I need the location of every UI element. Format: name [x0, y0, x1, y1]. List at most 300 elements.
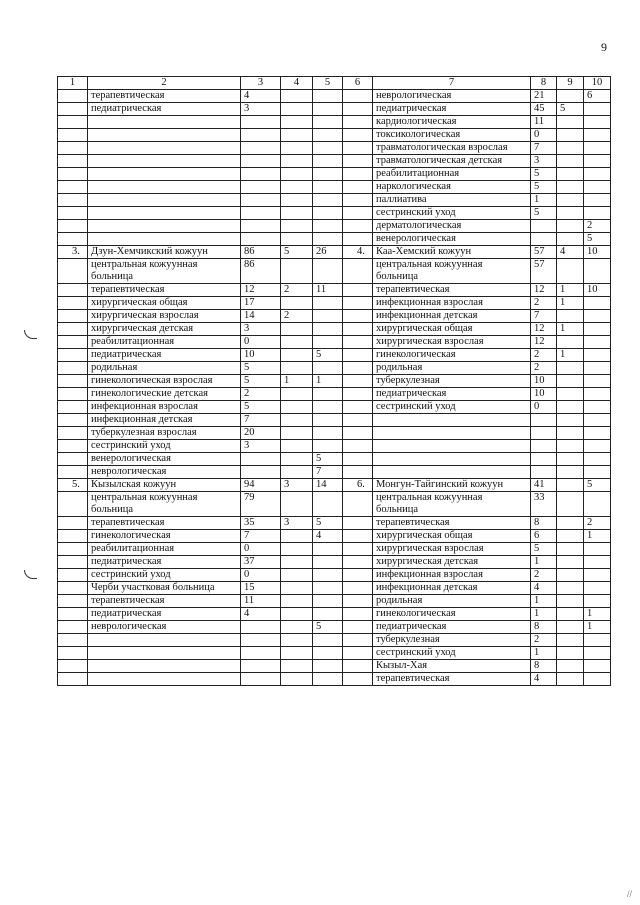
- cell-col-4: 1: [281, 375, 313, 388]
- cell-col-name-2: педиатрическая: [373, 388, 531, 401]
- cell-col-name: педиатрическая: [88, 556, 241, 569]
- cell-col-beds: [241, 207, 281, 220]
- cell-col-name: Черби участковая больница: [88, 582, 241, 595]
- cell-col-9: [557, 453, 584, 466]
- cell-col-number: [58, 297, 88, 310]
- cell-col-name-2: инфекционная детская: [373, 582, 531, 595]
- cell-col-beds-2: 8: [531, 660, 557, 673]
- cell-col-10: [584, 194, 611, 207]
- cell-col-name-2: травматологическая детская: [373, 155, 531, 168]
- cell-col-9: [557, 90, 584, 103]
- cell-col-number-2: [343, 168, 373, 181]
- cell-col-10: [584, 401, 611, 414]
- cell-col-number-2: [343, 362, 373, 375]
- cell-col-number-2: [343, 634, 373, 647]
- cell-col-name: 2: [88, 77, 241, 90]
- cell-col-name-2: Кызыл-Хая: [373, 660, 531, 673]
- cell-col-name-2: сестринский уход: [373, 647, 531, 660]
- cell-col-5: [313, 142, 343, 155]
- cell-col-name: терапевтическая: [88, 90, 241, 103]
- cell-col-10: [584, 673, 611, 686]
- table-row: [58, 401, 611, 414]
- table-row: [58, 647, 611, 660]
- cell-col-10: [584, 543, 611, 556]
- cell-col-beds: [241, 453, 281, 466]
- cell-col-10: [584, 129, 611, 142]
- cell-col-number: 1: [58, 77, 88, 90]
- cell-col-number: [58, 90, 88, 103]
- cell-col-beds-2: [531, 233, 557, 246]
- cell-col-number-2: [343, 284, 373, 297]
- cell-col-name-2: инфекционная взрослая: [373, 297, 531, 310]
- cell-col-number: [58, 362, 88, 375]
- cell-col-5: [313, 388, 343, 401]
- cell-col-beds-2: 1: [531, 647, 557, 660]
- table-row: [58, 595, 611, 608]
- cell-col-name: гинекологические детская: [88, 388, 241, 401]
- cell-col-5: [313, 569, 343, 582]
- cell-col-5: 5: [313, 453, 343, 466]
- cell-col-beds-2: 10: [531, 388, 557, 401]
- cell-col-name-2: хирургическая взрослая: [373, 543, 531, 556]
- cell-col-number: [58, 453, 88, 466]
- page-number: 9: [601, 40, 607, 54]
- cell-col-number: [58, 323, 88, 336]
- cell-col-9: [557, 608, 584, 621]
- cell-col-beds-2: 2: [531, 569, 557, 582]
- cell-col-number: [58, 116, 88, 129]
- cell-col-name: терапевтическая: [88, 284, 241, 297]
- cell-col-10: [584, 336, 611, 349]
- cell-col-5: [313, 181, 343, 194]
- cell-col-5: [313, 660, 343, 673]
- cell-col-beds: 15: [241, 582, 281, 595]
- cell-col-name: сестринский уход: [88, 569, 241, 582]
- cell-col-number-2: [343, 181, 373, 194]
- cell-col-number-2: [343, 129, 373, 142]
- cell-col-name-2: [373, 466, 531, 479]
- cell-col-9: [557, 647, 584, 660]
- cell-col-name: неврологическая: [88, 621, 241, 634]
- cell-col-name: [88, 168, 241, 181]
- cell-col-name-2: неврологическая: [373, 90, 531, 103]
- cell-col-number-2: [343, 595, 373, 608]
- cell-col-4: [281, 582, 313, 595]
- cell-col-5: [313, 647, 343, 660]
- cell-col-number: [58, 207, 88, 220]
- cell-col-number: [58, 414, 88, 427]
- cell-col-name: хирургическая общая: [88, 297, 241, 310]
- cell-col-name-2: реабилитационная: [373, 168, 531, 181]
- cell-col-9: [557, 660, 584, 673]
- cell-col-beds-2: 57: [531, 259, 557, 284]
- cell-col-5: [313, 440, 343, 453]
- table-row: [58, 362, 611, 375]
- cell-col-9: [557, 194, 584, 207]
- cell-col-number-2: [343, 608, 373, 621]
- cell-col-9: [557, 634, 584, 647]
- table-row: [58, 414, 611, 427]
- cell-col-9: [557, 466, 584, 479]
- cell-col-4: [281, 129, 313, 142]
- cell-col-9: [557, 595, 584, 608]
- cell-col-4: [281, 233, 313, 246]
- cell-col-number: [58, 336, 88, 349]
- cell-col-beds: 3: [241, 103, 281, 116]
- cell-col-number: [58, 492, 88, 517]
- cell-col-10: [584, 362, 611, 375]
- cell-col-10: [584, 207, 611, 220]
- table-row: [58, 181, 611, 194]
- cell-col-number: [58, 401, 88, 414]
- cell-col-number-2: [343, 259, 373, 284]
- cell-col-number-2: [343, 90, 373, 103]
- cell-col-number: [58, 556, 88, 569]
- table-row: [58, 142, 611, 155]
- table-row: [58, 116, 611, 129]
- cell-col-4: [281, 530, 313, 543]
- cell-col-10: [584, 634, 611, 647]
- cell-col-number-2: [343, 543, 373, 556]
- cell-col-number-2: [343, 336, 373, 349]
- cell-col-beds: 86: [241, 246, 281, 259]
- cell-col-9: [557, 116, 584, 129]
- cell-col-5: [313, 194, 343, 207]
- cell-col-beds: 11: [241, 595, 281, 608]
- cell-col-beds-2: 0: [531, 401, 557, 414]
- cell-col-number: [58, 621, 88, 634]
- cell-col-5: 5: [313, 517, 343, 530]
- cell-col-number-2: [343, 310, 373, 323]
- cell-col-4: 5: [281, 246, 313, 259]
- cell-col-number: [58, 595, 88, 608]
- cell-col-5: [313, 129, 343, 142]
- cell-col-number: [58, 582, 88, 595]
- cell-col-beds-2: 12: [531, 323, 557, 336]
- cell-col-number: [58, 375, 88, 388]
- cell-col-number-2: [343, 349, 373, 362]
- cell-col-9: [557, 181, 584, 194]
- cell-col-4: [281, 349, 313, 362]
- cell-col-9: [557, 530, 584, 543]
- cell-col-beds: 2: [241, 388, 281, 401]
- cell-col-10: [584, 168, 611, 181]
- cell-col-name-2: гинекологическая: [373, 349, 531, 362]
- cell-col-beds-2: 57: [531, 246, 557, 259]
- cell-col-number: [58, 608, 88, 621]
- cell-col-name: [88, 142, 241, 155]
- cell-col-beds-2: 8: [531, 517, 557, 530]
- cell-col-beds: [241, 466, 281, 479]
- cell-col-10: [584, 414, 611, 427]
- cell-col-name-2: хирургическая общая: [373, 530, 531, 543]
- cell-col-name: родильная: [88, 362, 241, 375]
- cell-col-10: [584, 440, 611, 453]
- cell-col-10: [584, 492, 611, 517]
- cell-col-beds: 86: [241, 259, 281, 284]
- cell-col-beds-2: 1: [531, 556, 557, 569]
- cell-col-number-2: [343, 556, 373, 569]
- cell-col-5: 5: [313, 621, 343, 634]
- cell-col-number: [58, 647, 88, 660]
- cell-col-beds-2: [531, 453, 557, 466]
- cell-col-10: [584, 155, 611, 168]
- cell-col-name-2: педиатрическая: [373, 621, 531, 634]
- table-row: [58, 194, 611, 207]
- cell-col-9: [557, 220, 584, 233]
- cell-col-beds: 3: [241, 440, 281, 453]
- cell-col-number-2: [343, 453, 373, 466]
- cell-col-beds-2: [531, 440, 557, 453]
- cell-col-5: 7: [313, 466, 343, 479]
- cell-col-name-2: паллиатива: [373, 194, 531, 207]
- cell-col-10: 1: [584, 530, 611, 543]
- table-row: [58, 582, 611, 595]
- cell-col-number-2: [343, 194, 373, 207]
- cell-col-number-2: [343, 207, 373, 220]
- table-row: [58, 349, 611, 362]
- cell-col-10: [584, 259, 611, 284]
- cell-col-beds-2: [531, 414, 557, 427]
- cell-col-name: [88, 673, 241, 686]
- table-row: [58, 259, 611, 284]
- cell-col-name: сестринский уход: [88, 440, 241, 453]
- margin-tick-mark: [24, 570, 37, 579]
- cell-col-beds-2: 33: [531, 492, 557, 517]
- cell-col-10: 1: [584, 621, 611, 634]
- cell-col-10: [584, 595, 611, 608]
- cell-col-name: педиатрическая: [88, 608, 241, 621]
- table-row: [58, 517, 611, 530]
- table-row: [58, 556, 611, 569]
- cell-col-beds: [241, 116, 281, 129]
- cell-col-name: [88, 129, 241, 142]
- cell-col-number-2: [343, 517, 373, 530]
- cell-col-name-2: центральная кожуунная больница: [373, 259, 531, 284]
- cell-col-number: [58, 427, 88, 440]
- cell-col-beds-2: [531, 220, 557, 233]
- cell-col-4: [281, 414, 313, 427]
- cell-col-name-2: венерологическая: [373, 233, 531, 246]
- cell-col-9: [557, 142, 584, 155]
- cell-col-9: [557, 517, 584, 530]
- cell-col-9: 9: [557, 77, 584, 90]
- cell-col-beds: 7: [241, 530, 281, 543]
- cell-col-beds-2: 1: [531, 194, 557, 207]
- cell-col-5: [313, 401, 343, 414]
- cell-col-4: [281, 466, 313, 479]
- cell-col-beds-2: 2: [531, 362, 557, 375]
- cell-col-4: [281, 401, 313, 414]
- cell-col-beds: 10: [241, 349, 281, 362]
- cell-col-name-2: [373, 440, 531, 453]
- cell-col-9: 1: [557, 284, 584, 297]
- cell-col-beds: 5: [241, 401, 281, 414]
- table-row: [58, 673, 611, 686]
- cell-col-name-2: гинекологическая: [373, 608, 531, 621]
- cell-col-name: терапевтическая: [88, 517, 241, 530]
- cell-col-4: [281, 323, 313, 336]
- cell-col-beds-2: [531, 427, 557, 440]
- cell-col-9: [557, 259, 584, 284]
- cell-col-beds: [241, 194, 281, 207]
- cell-col-name: хирургическая взрослая: [88, 310, 241, 323]
- cell-col-5: [313, 556, 343, 569]
- cell-col-beds: 37: [241, 556, 281, 569]
- cell-col-9: [557, 673, 584, 686]
- table-row: [58, 207, 611, 220]
- cell-col-name: хирургическая детская: [88, 323, 241, 336]
- cell-col-name: педиатрическая: [88, 103, 241, 116]
- cell-col-beds-2: 1: [531, 595, 557, 608]
- cell-col-beds: 12: [241, 284, 281, 297]
- cell-col-name-2: травматологическая взрослая: [373, 142, 531, 155]
- cell-col-9: 4: [557, 246, 584, 259]
- margin-tick-mark: [24, 330, 37, 339]
- cell-col-9: [557, 336, 584, 349]
- cell-col-number-2: [343, 621, 373, 634]
- cell-col-beds-2: 41: [531, 479, 557, 492]
- cell-col-number-2: 4.: [343, 246, 373, 259]
- cell-col-name: реабилитационная: [88, 336, 241, 349]
- cell-col-beds: 14: [241, 310, 281, 323]
- cell-col-5: [313, 233, 343, 246]
- cell-col-name: Дзун-Хемчикский кожуун: [88, 246, 241, 259]
- cell-col-5: [313, 220, 343, 233]
- cell-col-beds: 4: [241, 608, 281, 621]
- hospital-beds-table: [57, 76, 611, 686]
- cell-col-number-2: [343, 569, 373, 582]
- cell-col-beds: [241, 673, 281, 686]
- cell-col-name-2: центральная кожуунная больница: [373, 492, 531, 517]
- cell-col-number-2: [343, 427, 373, 440]
- table-row: [58, 608, 611, 621]
- cell-col-beds-2: 5: [531, 543, 557, 556]
- table-row: [58, 233, 611, 246]
- table-row: [58, 440, 611, 453]
- cell-col-name: [88, 634, 241, 647]
- cell-col-number: 3.: [58, 246, 88, 259]
- cell-col-name: центральная кожуунная больница: [88, 492, 241, 517]
- cell-col-beds-2: 8: [531, 77, 557, 90]
- cell-col-4: [281, 660, 313, 673]
- cell-col-5: [313, 207, 343, 220]
- cell-col-4: [281, 427, 313, 440]
- cell-col-9: [557, 427, 584, 440]
- table-row: [58, 129, 611, 142]
- cell-col-number-2: [343, 673, 373, 686]
- cell-col-number-2: [343, 466, 373, 479]
- cell-col-5: [313, 297, 343, 310]
- cell-col-name: [88, 220, 241, 233]
- cell-col-beds-2: 12: [531, 336, 557, 349]
- cell-col-beds: [241, 634, 281, 647]
- cell-col-9: 1: [557, 349, 584, 362]
- cell-col-5: [313, 414, 343, 427]
- cell-col-name-2: инфекционная взрослая: [373, 569, 531, 582]
- cell-col-5: [313, 634, 343, 647]
- cell-col-name-2: хирургическая детская: [373, 556, 531, 569]
- cell-col-4: [281, 595, 313, 608]
- cell-col-beds-2: 10: [531, 375, 557, 388]
- table-row: [58, 336, 611, 349]
- cell-col-name-2: токсикологическая: [373, 129, 531, 142]
- cell-col-beds: 5: [241, 362, 281, 375]
- cell-col-5: 4: [313, 530, 343, 543]
- table-row: [58, 479, 611, 492]
- cell-col-name: [88, 233, 241, 246]
- cell-col-4: [281, 155, 313, 168]
- cell-col-5: [313, 362, 343, 375]
- cell-col-number: [58, 673, 88, 686]
- table-row: [58, 310, 611, 323]
- cell-col-name: [88, 207, 241, 220]
- cell-col-name-2: инфекционная детская: [373, 310, 531, 323]
- cell-col-beds: 3: [241, 323, 281, 336]
- table-row: [58, 530, 611, 543]
- cell-col-name: [88, 647, 241, 660]
- cell-col-5: [313, 155, 343, 168]
- cell-col-name: [88, 155, 241, 168]
- cell-col-5: [313, 116, 343, 129]
- cell-col-beds-2: 5: [531, 207, 557, 220]
- cell-col-5: 26: [313, 246, 343, 259]
- cell-col-9: [557, 440, 584, 453]
- cell-col-name-2: хирургическая взрослая: [373, 336, 531, 349]
- cell-col-number-2: [343, 116, 373, 129]
- cell-col-5: 11: [313, 284, 343, 297]
- table-row: [58, 375, 611, 388]
- cell-col-5: 5: [313, 349, 343, 362]
- cell-col-9: 1: [557, 297, 584, 310]
- cell-col-name-2: педиатрическая: [373, 103, 531, 116]
- cell-col-name-2: наркологическая: [373, 181, 531, 194]
- cell-col-10: [584, 349, 611, 362]
- table-row: [58, 155, 611, 168]
- cell-col-beds-2: 2: [531, 297, 557, 310]
- corner-mark: //: [626, 889, 632, 899]
- cell-col-name-2: терапевтическая: [373, 673, 531, 686]
- cell-col-10: [584, 323, 611, 336]
- cell-col-number-2: [343, 414, 373, 427]
- cell-col-5: [313, 673, 343, 686]
- cell-col-number: [58, 543, 88, 556]
- cell-col-10: 1: [584, 608, 611, 621]
- cell-col-10: [584, 647, 611, 660]
- cell-col-4: [281, 647, 313, 660]
- cell-col-beds: 94: [241, 479, 281, 492]
- table-row: [58, 103, 611, 116]
- cell-col-beds: [241, 660, 281, 673]
- cell-col-number: [58, 349, 88, 362]
- cell-col-number: [58, 155, 88, 168]
- cell-col-number: [58, 310, 88, 323]
- cell-col-beds-2: 2: [531, 634, 557, 647]
- cell-col-5: 1: [313, 375, 343, 388]
- cell-col-beds: 20: [241, 427, 281, 440]
- cell-col-name-2: дерматологическая: [373, 220, 531, 233]
- cell-col-number: [58, 660, 88, 673]
- cell-col-beds: 3: [241, 77, 281, 90]
- cell-col-name: [88, 660, 241, 673]
- cell-col-4: [281, 116, 313, 129]
- cell-col-name: Кызылская кожуун: [88, 479, 241, 492]
- cell-col-4: [281, 453, 313, 466]
- cell-col-4: [281, 440, 313, 453]
- cell-col-name: [88, 194, 241, 207]
- cell-col-number: [58, 129, 88, 142]
- cell-col-4: [281, 569, 313, 582]
